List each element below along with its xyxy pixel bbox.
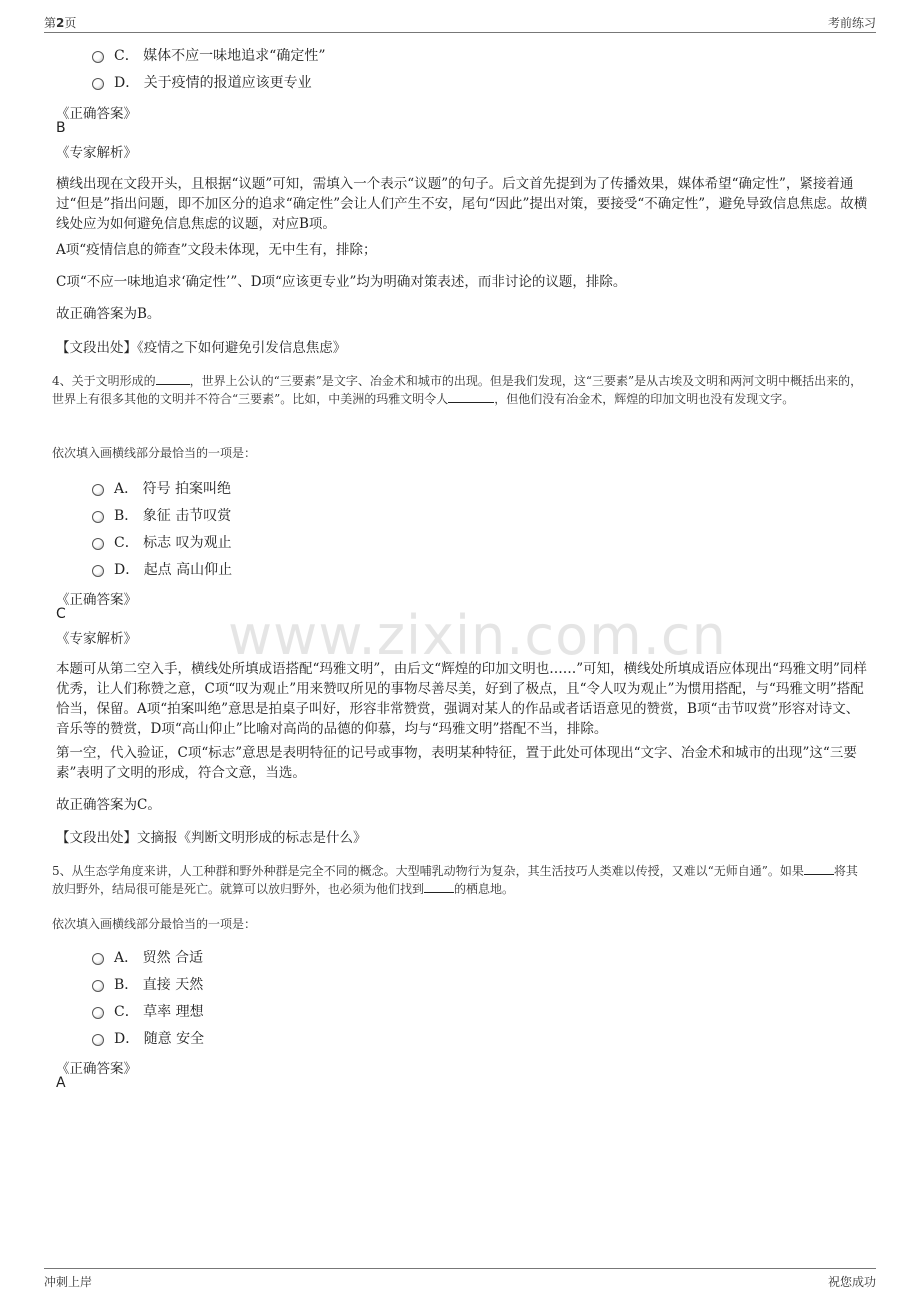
- q3-analysis-paragraph: C项“不应一味地追求‘确定性’”、D项“应该更专业”均为明确对策表述，而非讨论的议题，排除。: [56, 274, 627, 290]
- radio-icon[interactable]: [92, 1007, 104, 1019]
- q4-option-d[interactable]: D． 起点 高山仰止: [92, 559, 232, 579]
- fill-blank: [804, 874, 834, 875]
- radio-icon[interactable]: [92, 953, 104, 965]
- q3-option-c[interactable]: C． 媒体不应一味地追求“确定性”: [92, 45, 326, 65]
- page-header: [44, 14, 876, 33]
- radio-icon[interactable]: [92, 1034, 104, 1046]
- q3-analysis-label: 《专家解析》: [56, 145, 137, 161]
- q3-conclusion: 故正确答案为B。: [56, 306, 161, 322]
- q3-option-d[interactable]: D． 关于疫情的报道应该更专业: [92, 72, 312, 92]
- q4-stem: 4、关于文明形成的 ，世界上公认的“三要素”是文字、冶金术和城市的出现。但是我们发现，这“三要素”是从古埃及文明和两河文明中概括出来的，世界上有很多其他的文明并不符合“三要素”。比如，中美洲的玛雅文明令人 ，但他们没有冶金术，辉煌的印加文明也没有发现文字。: [52, 374, 863, 406]
- footer-left-label: 冲刺上岸: [44, 1275, 93, 1289]
- q5-option-c[interactable]: C． 草率 理想: [92, 1001, 204, 1021]
- watermark: www.zixin.com.cn: [228, 604, 727, 667]
- q5-instruction: 依次填入画横线部分最恰当的一项是：: [52, 917, 257, 931]
- q5-answer-label: 《正确答案》: [56, 1061, 137, 1077]
- header-right-label: 考前练习: [827, 16, 876, 30]
- radio-icon[interactable]: [92, 51, 104, 63]
- q4-option-c[interactable]: C． 标志 叹为观止: [92, 532, 232, 552]
- radio-icon[interactable]: [92, 538, 104, 550]
- q4-instruction: 依次填入画横线部分最恰当的一项是：: [52, 446, 257, 460]
- q4-answer-label: 《正确答案》: [56, 592, 137, 608]
- footer-right-label: 祝您成功: [827, 1275, 876, 1289]
- q4-option-b[interactable]: B． 象征 击节叹赏: [92, 505, 231, 525]
- radio-icon[interactable]: [92, 565, 104, 577]
- radio-icon[interactable]: [92, 484, 104, 496]
- radio-icon[interactable]: [92, 980, 104, 992]
- fill-blank: [424, 892, 454, 893]
- page-number: 第2页: [44, 16, 77, 30]
- q3-answer-label: 《正确答案》: [56, 106, 137, 122]
- radio-icon[interactable]: [92, 511, 104, 523]
- q5-option-a[interactable]: A． 贸然 合适: [92, 947, 203, 967]
- q4-answer: C: [56, 606, 66, 622]
- q5-answer: A: [56, 1075, 66, 1091]
- q4-option-a[interactable]: A． 符号 拍案叫绝: [92, 478, 231, 498]
- q3-source: 【文段出处】《疫情之下如何避免引发信息焦虑》: [56, 340, 347, 356]
- q4-analysis-paragraph: 第一空，代入验证，C项“标志”意思是表明特征的记号或事物，表明某种特征，置于此处可体现出“文字、冶金术和城市的出现”这“三要素”表明了文明的形成，符合文意，当选。: [56, 745, 857, 781]
- q4-source: 【文段出处】文摘报《判断文明形成的标志是什么》: [56, 830, 367, 846]
- q4-analysis-paragraph: 本题可从第二空入手，横线处所填成语搭配“玛雅文明”，由后文“辉煌的印加文明也……”可知，横线处所填成语应体现出“玛雅文明”同样优秀，让人们称赞之意，C项“叹为观止”用来赞叹所见的事物尽善尽美，好到了极点，且“令人叹为观止”为惯用搭配，与“玛雅文明”搭配恰当，保留。A项“拍案叫绝”意思是拍桌子叫好，形容非常赞赏，强调对某人的作品或者话语意见的赞赏，B项“击节叹赏”形容对诗文、音乐等的赞赏，D项“高山仰止”比喻对高尚的品德的仰慕，均与“玛雅文明”搭配不当，排除。: [56, 661, 867, 737]
- radio-icon[interactable]: [92, 78, 104, 90]
- q4-conclusion: 故正确答案为C。: [56, 797, 161, 813]
- fill-blank: [156, 384, 190, 385]
- q5-stem: 5、从生态学角度来讲，人工种群和野外种群是完全不同的概念。大型哺乳动物行为复杂，其生活技巧人类难以传授，又难以“无师自通”。如果 将其放归野外，结局很可能是死亡。就算可以放归野外，也必须为他们找到 的栖息地。: [52, 864, 858, 896]
- q5-option-b[interactable]: B． 直接 天然: [92, 974, 203, 994]
- q5-option-d[interactable]: D． 随意 安全: [92, 1028, 204, 1048]
- q3-answer: B: [56, 120, 66, 136]
- q3-analysis-paragraph: A项“疫情信息的筛查”文段未体现，无中生有，排除；: [56, 242, 377, 258]
- page-footer: [44, 1268, 876, 1290]
- fill-blank: [448, 402, 494, 403]
- q4-analysis-label: 《专家解析》: [56, 631, 137, 647]
- q3-analysis-paragraph: 横线出现在文段开头，且根据“议题”可知，需填入一个表示“议题”的句子。后文首先提到为了传播效果，媒体希望“确定性”，紧接着通过“但是”指出问题，即不加区分的追求“确定性”会让人们产生不安，尾句“因此”提出对策，要接受“不确定性”，避免导致信息焦虑。故横线处应为如何避免信息焦虑的议题，对应B项。: [56, 176, 868, 232]
